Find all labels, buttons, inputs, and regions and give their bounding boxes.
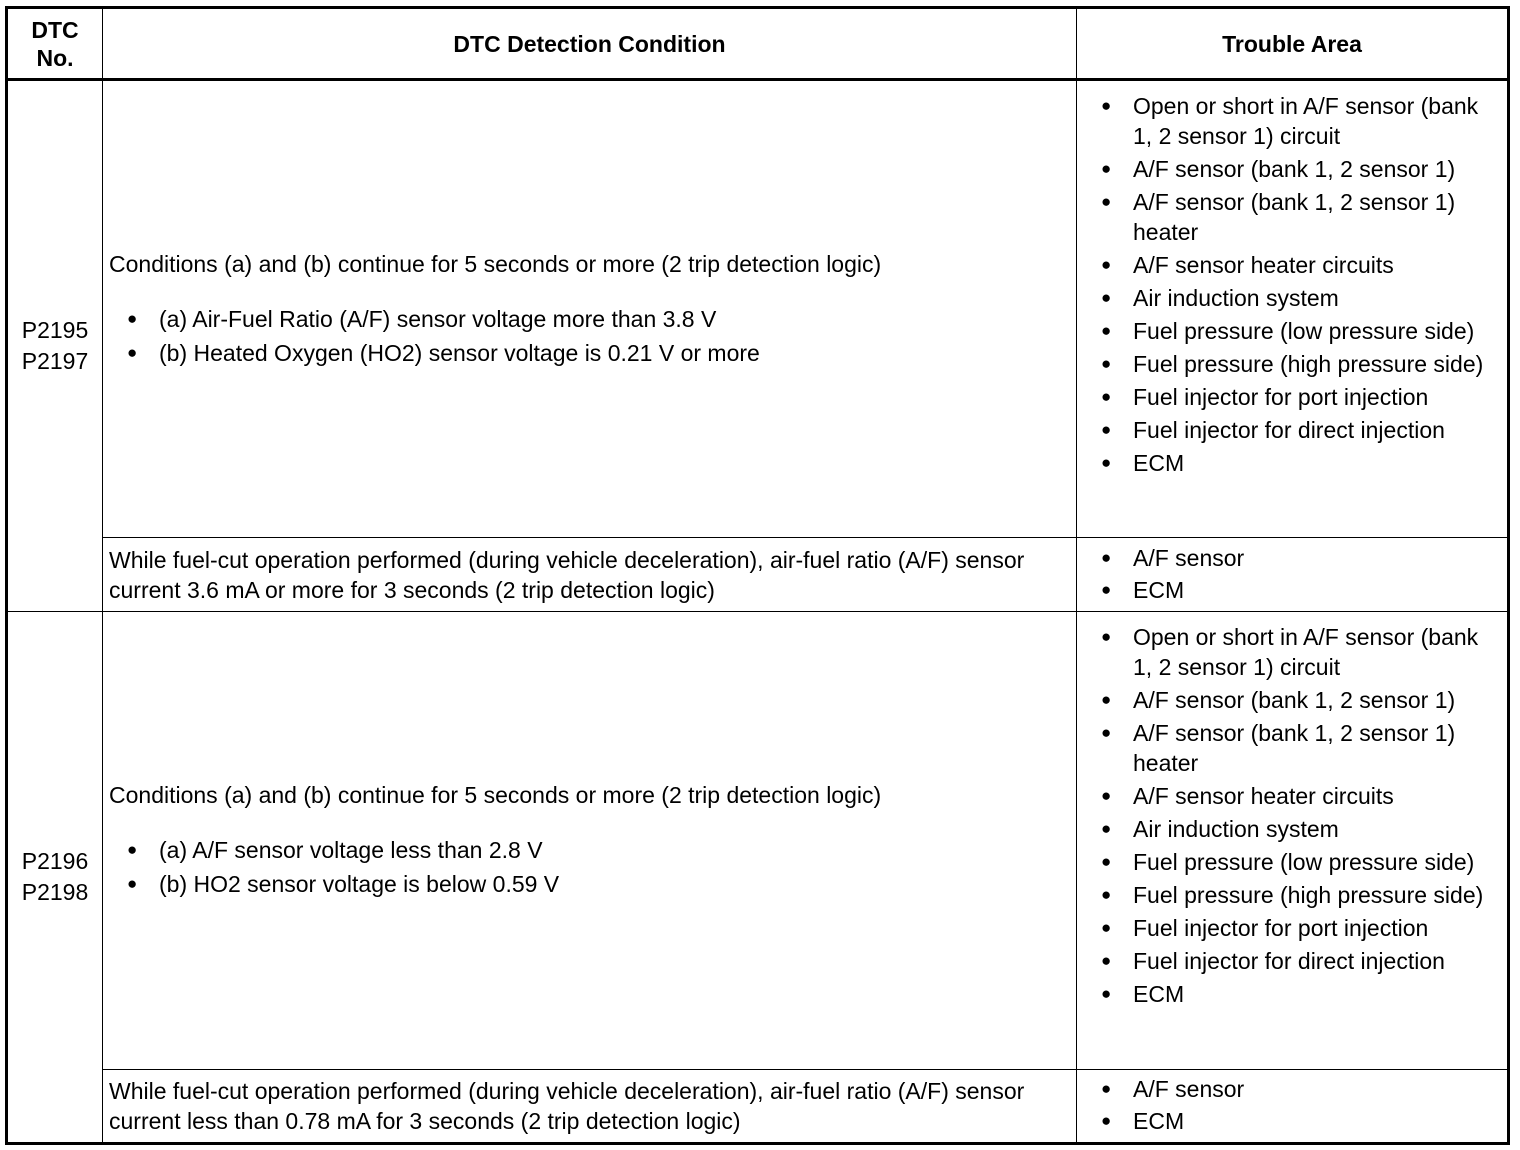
trouble-area-item: ● Air induction system bbox=[1101, 285, 1339, 311]
bullet-dot-icon: ● bbox=[1101, 579, 1112, 599]
bullet-dot-icon: ● bbox=[1101, 288, 1112, 307]
bullet-dot-icon: ● bbox=[1101, 1111, 1112, 1130]
dtc-code-cell bbox=[7, 80, 103, 612]
bullet-dot-icon: ● bbox=[127, 342, 138, 362]
trouble-area-item: ● A/F sensor (bank 1, 2 sensor 1) bbox=[1101, 687, 1456, 713]
bullet-dot-icon: ● bbox=[1101, 96, 1112, 115]
dtc-code-cell bbox=[7, 612, 103, 1144]
condition-bullets bbox=[109, 833, 1070, 901]
trouble-area-list bbox=[1083, 1074, 1497, 1136]
trouble-area-item: ● A/F sensor bbox=[1101, 1076, 1245, 1102]
bullet-dot-icon: ● bbox=[1101, 984, 1112, 1003]
trouble-area-item: ● A/F sensor heater circuits bbox=[1101, 252, 1394, 278]
header-dtc-no: DTC No. bbox=[7, 8, 103, 80]
dtc-code: P2198 bbox=[21, 879, 89, 905]
trouble-area-cell bbox=[1077, 1070, 1509, 1144]
trouble-area-item: ● Air induction system bbox=[1101, 816, 1339, 842]
bullet-dot-icon: ● bbox=[1101, 951, 1112, 970]
bullet-dot-icon: ● bbox=[127, 874, 138, 893]
trouble-area-item: ● Fuel pressure (high pressure side) bbox=[1101, 351, 1484, 377]
bullet-dot-icon: ● bbox=[1101, 387, 1112, 406]
trouble-area-cell bbox=[1077, 612, 1509, 1070]
dtc-code: P2196 bbox=[21, 848, 89, 874]
trouble-area-item: ● ECM bbox=[1101, 981, 1185, 1007]
dtc-table bbox=[5, 6, 1510, 1145]
bullet-dot-icon: ● bbox=[1101, 627, 1112, 646]
trouble-area-item: ● A/F sensor (bank 1, 2 sensor 1) heater bbox=[1101, 720, 1456, 776]
condition-intro: Conditions (a) and (b) continue for 5 seconds or more (2 trip detection logic) bbox=[109, 782, 882, 808]
trouble-area-item: ● Fuel injector for direct injection bbox=[1101, 417, 1445, 443]
detection-condition-cell: While fuel-cut operation performed (during vehicle deceleration), air-fuel ratio (A/F) sensor current less than 0.78 mA for 3 seconds (2 trip detection logic) bbox=[103, 1070, 1077, 1144]
trouble-area-cell bbox=[1077, 80, 1509, 538]
condition-bullet: ● (a) Air-Fuel Ratio (A/F) sensor voltage more than 3.8 V bbox=[109, 302, 1070, 336]
bullet-dot-icon: ● bbox=[1101, 255, 1112, 274]
header-detection-condition: DTC Detection Condition bbox=[103, 8, 1077, 80]
bullet-dot-icon: ● bbox=[1101, 690, 1112, 709]
trouble-area-item: ● A/F sensor heater circuits bbox=[1101, 783, 1394, 809]
trouble-area-list bbox=[1083, 543, 1497, 605]
trouble-area-item: ● A/F sensor (bank 1, 2 sensor 1) heater bbox=[1101, 189, 1456, 245]
bullet-dot-icon: ● bbox=[1101, 723, 1112, 742]
bullet-dot-icon: ● bbox=[1101, 918, 1112, 937]
bullet-dot-icon: ● bbox=[1101, 354, 1112, 373]
trouble-area-item: ● Fuel injector for port injection bbox=[1101, 915, 1429, 941]
trouble-area-item: ● ECM bbox=[1101, 1108, 1185, 1134]
bullet-dot-icon: ● bbox=[1101, 1079, 1112, 1098]
detection-condition-cell bbox=[103, 612, 1077, 1070]
trouble-area-item: ● A/F sensor bbox=[1101, 544, 1245, 571]
bullet-dot-icon: ● bbox=[1101, 420, 1112, 439]
dtc-code: P2197 bbox=[21, 348, 89, 374]
bullet-dot-icon: ● bbox=[1101, 321, 1112, 340]
detection-condition-cell: While fuel-cut operation performed (during vehicle deceleration), air-fuel ratio (A/F) sensor current 3.6 mA or more for 3 seconds (2 trip detection logic) bbox=[103, 538, 1077, 612]
trouble-area-item: ● ECM bbox=[1101, 450, 1185, 476]
trouble-area-item: ● Open or short in A/F sensor (bank 1, 2 sensor 1) circuit bbox=[1101, 93, 1479, 149]
header-trouble-area: Trouble Area bbox=[1077, 8, 1509, 80]
bullet-dot-icon: ● bbox=[1101, 192, 1112, 211]
trouble-area-item: ● Fuel injector for port injection bbox=[1101, 384, 1429, 410]
trouble-area-item: ● Fuel injector for direct injection bbox=[1101, 948, 1445, 974]
bullet-dot-icon: ● bbox=[1101, 159, 1112, 178]
bullet-dot-icon: ● bbox=[127, 840, 138, 859]
condition-bullet: ● (a) A/F sensor voltage less than 2.8 V bbox=[109, 833, 1070, 867]
bullet-dot-icon: ● bbox=[1101, 453, 1112, 472]
dtc-code: P2195 bbox=[21, 317, 89, 343]
condition-bullet: ● (b) HO2 sensor voltage is below 0.59 V bbox=[109, 867, 1070, 901]
trouble-area-item: ● Fuel pressure (high pressure side) bbox=[1101, 882, 1484, 908]
detection-condition-cell bbox=[103, 80, 1077, 538]
trouble-area-item: ● Open or short in A/F sensor (bank 1, 2 sensor 1) circuit bbox=[1101, 624, 1479, 680]
bullet-dot-icon: ● bbox=[1101, 852, 1112, 871]
condition-intro: Conditions (a) and (b) continue for 5 seconds or more (2 trip detection logic) bbox=[109, 250, 882, 277]
trouble-area-item: ● Fuel pressure (low pressure side) bbox=[1101, 318, 1475, 344]
trouble-area-item: ● Fuel pressure (low pressure side) bbox=[1101, 849, 1475, 875]
condition-bullet: ● (b) Heated Oxygen (HO2) sensor voltage is 0.21 V or more bbox=[109, 336, 1070, 370]
trouble-area-list bbox=[1083, 622, 1497, 1009]
bullet-dot-icon: ● bbox=[1101, 819, 1112, 838]
bullet-dot-icon: ● bbox=[1101, 786, 1112, 805]
bullet-dot-icon: ● bbox=[127, 308, 138, 328]
bullet-dot-icon: ● bbox=[1101, 547, 1112, 567]
condition-bullets bbox=[109, 302, 1070, 370]
bullet-dot-icon: ● bbox=[1101, 885, 1112, 904]
trouble-area-cell bbox=[1077, 538, 1509, 612]
trouble-area-item: ● ECM bbox=[1101, 576, 1185, 603]
trouble-area-item: ● A/F sensor (bank 1, 2 sensor 1) bbox=[1101, 156, 1456, 182]
trouble-area-list bbox=[1083, 91, 1497, 478]
